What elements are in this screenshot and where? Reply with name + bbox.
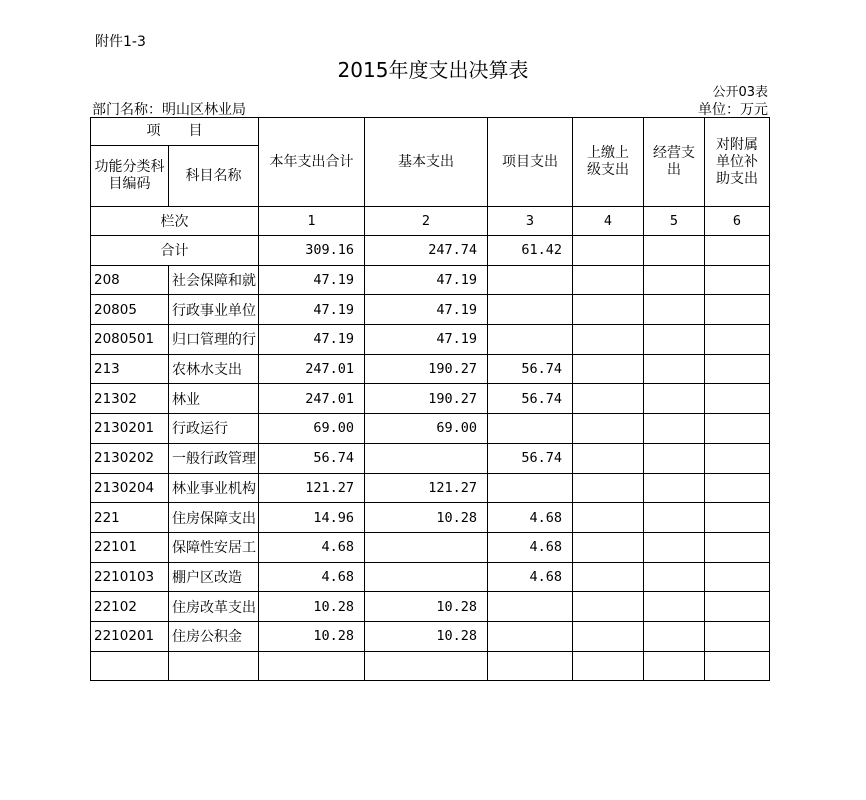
row-total: 121.27 — [259, 473, 365, 503]
row-business — [644, 621, 705, 651]
row-project: 4.68 — [488, 503, 573, 533]
row-subject-name: 住房改革支出 — [169, 592, 259, 622]
row-subject-name: 林业事业机构 — [169, 473, 259, 503]
row-subject-name: 住房保障支出 — [169, 503, 259, 533]
page-title: 2015年度支出决算表 — [337, 58, 529, 82]
row-project: 56.74 — [488, 384, 573, 414]
row-upper — [573, 295, 644, 325]
row-total: 4.68 — [259, 532, 365, 562]
row-total: 14.96 — [259, 503, 365, 533]
row-business — [644, 384, 705, 414]
row-upper — [573, 503, 644, 533]
row-project — [488, 414, 573, 444]
row-subject-name: 住房公积金 — [169, 621, 259, 651]
row-subsidy — [705, 265, 770, 295]
row-business — [644, 503, 705, 533]
table-row — [91, 384, 770, 414]
row-project — [488, 325, 573, 355]
row-business — [644, 265, 705, 295]
sum-subsidy — [705, 236, 770, 266]
table-row — [91, 532, 770, 562]
department-name: 部门名称：明山区林业局 — [92, 102, 246, 118]
row-code: 20805 — [91, 295, 169, 325]
row-subsidy — [705, 651, 770, 681]
row-project — [488, 265, 573, 295]
form-code: 公开03表 — [712, 85, 768, 100]
row-basic — [365, 651, 488, 681]
row-total: 10.28 — [259, 621, 365, 651]
row-total: 10.28 — [259, 592, 365, 622]
row-subject-name: 归口管理的行 — [169, 325, 259, 355]
table-row — [91, 621, 770, 651]
row-subsidy — [705, 473, 770, 503]
table-row — [91, 562, 770, 592]
row-business — [644, 354, 705, 384]
row-subject-name: 社会保障和就 — [169, 265, 259, 295]
attachment-label: 附件1-3 — [95, 34, 146, 50]
row-code: 22102 — [91, 592, 169, 622]
row-basic: 47.19 — [365, 325, 488, 355]
column-number: 6 — [705, 207, 770, 236]
row-total: 47.19 — [259, 325, 365, 355]
row-subject-name: 棚户区改造 — [169, 562, 259, 592]
row-business — [644, 532, 705, 562]
row-subject-name: 行政运行 — [169, 414, 259, 444]
column-row-label: 栏次 — [91, 207, 259, 236]
row-upper — [573, 325, 644, 355]
row-subsidy — [705, 532, 770, 562]
row-basic — [365, 443, 488, 473]
table-row — [91, 354, 770, 384]
row-upper — [573, 265, 644, 295]
row-code: 2130204 — [91, 473, 169, 503]
row-subsidy — [705, 562, 770, 592]
row-upper — [573, 592, 644, 622]
column-number: 2 — [365, 207, 488, 236]
row-code: 21302 — [91, 384, 169, 414]
header-business: 经营支出 — [644, 118, 705, 207]
row-project: 4.68 — [488, 532, 573, 562]
row-basic: 47.19 — [365, 295, 488, 325]
row-subject-name: 行政事业单位 — [169, 295, 259, 325]
row-project — [488, 592, 573, 622]
row-basic: 10.28 — [365, 592, 488, 622]
header-subsidy: 对附属单位补助支出 — [705, 118, 770, 207]
row-upper — [573, 414, 644, 444]
header-total: 本年支出合计 — [259, 118, 365, 207]
row-subject-name: 保障性安居工 — [169, 532, 259, 562]
table-row — [91, 265, 770, 295]
column-number: 3 — [488, 207, 573, 236]
sum-basic: 247.74 — [365, 236, 488, 266]
row-code: 2130202 — [91, 443, 169, 473]
row-project — [488, 621, 573, 651]
row-business — [644, 592, 705, 622]
row-project: 56.74 — [488, 354, 573, 384]
row-code: 22101 — [91, 532, 169, 562]
row-subsidy — [705, 503, 770, 533]
row-business — [644, 562, 705, 592]
unit-label: 单位：万元 — [698, 102, 768, 118]
row-business — [644, 414, 705, 444]
row-code: 2080501 — [91, 325, 169, 355]
header-project: 项目支出 — [488, 118, 573, 207]
row-code — [91, 651, 169, 681]
row-code: 213 — [91, 354, 169, 384]
row-project — [488, 473, 573, 503]
row-basic: 10.28 — [365, 503, 488, 533]
sum-business — [644, 236, 705, 266]
row-basic: 190.27 — [365, 354, 488, 384]
row-business — [644, 651, 705, 681]
row-subsidy — [705, 295, 770, 325]
row-business — [644, 295, 705, 325]
row-total: 247.01 — [259, 384, 365, 414]
column-number: 1 — [259, 207, 365, 236]
row-total: 247.01 — [259, 354, 365, 384]
header-func-code: 功能分类科目编码 — [91, 146, 169, 207]
row-subsidy — [705, 325, 770, 355]
row-upper — [573, 621, 644, 651]
row-subject-name: 农林水支出 — [169, 354, 259, 384]
row-subsidy — [705, 384, 770, 414]
row-basic: 121.27 — [365, 473, 488, 503]
row-project — [488, 651, 573, 681]
sum-upper — [573, 236, 644, 266]
row-upper — [573, 384, 644, 414]
table-row — [91, 503, 770, 533]
column-number: 4 — [573, 207, 644, 236]
row-total: 47.19 — [259, 265, 365, 295]
row-subject-name — [169, 651, 259, 681]
row-code: 2130201 — [91, 414, 169, 444]
row-project: 56.74 — [488, 443, 573, 473]
table-row — [91, 443, 770, 473]
row-project — [488, 295, 573, 325]
row-basic — [365, 532, 488, 562]
column-number: 5 — [644, 207, 705, 236]
row-subsidy — [705, 354, 770, 384]
table-row — [91, 473, 770, 503]
row-subsidy — [705, 414, 770, 444]
row-project: 4.68 — [488, 562, 573, 592]
row-upper — [573, 532, 644, 562]
row-total: 69.00 — [259, 414, 365, 444]
row-basic — [365, 562, 488, 592]
row-upper — [573, 562, 644, 592]
row-total — [259, 651, 365, 681]
row-subject-name: 一般行政管理 — [169, 443, 259, 473]
row-subject-name: 林业 — [169, 384, 259, 414]
row-business — [644, 443, 705, 473]
table-row — [91, 325, 770, 355]
row-code: 221 — [91, 503, 169, 533]
row-basic: 47.19 — [365, 265, 488, 295]
row-business — [644, 473, 705, 503]
sum-total: 309.16 — [259, 236, 365, 266]
header-item: 项 目 — [91, 118, 259, 146]
row-code: 2210103 — [91, 562, 169, 592]
row-total: 4.68 — [259, 562, 365, 592]
row-basic: 69.00 — [365, 414, 488, 444]
table-row — [91, 651, 770, 681]
header-subject-name: 科目名称 — [169, 146, 259, 207]
row-total: 47.19 — [259, 295, 365, 325]
table-row — [91, 295, 770, 325]
expenditure-table — [90, 117, 770, 681]
row-subsidy — [705, 592, 770, 622]
row-upper — [573, 651, 644, 681]
row-upper — [573, 473, 644, 503]
row-upper — [573, 354, 644, 384]
row-upper — [573, 443, 644, 473]
row-code: 208 — [91, 265, 169, 295]
table-row — [91, 592, 770, 622]
sum-project: 61.42 — [488, 236, 573, 266]
row-basic: 10.28 — [365, 621, 488, 651]
row-subsidy — [705, 621, 770, 651]
row-basic: 190.27 — [365, 384, 488, 414]
header-basic: 基本支出 — [365, 118, 488, 207]
row-code: 2210201 — [91, 621, 169, 651]
row-business — [644, 325, 705, 355]
row-total: 56.74 — [259, 443, 365, 473]
sum-row-label: 合计 — [91, 236, 259, 266]
table-row — [91, 414, 770, 444]
header-upper: 上缴上级支出 — [573, 118, 644, 207]
row-subsidy — [705, 443, 770, 473]
